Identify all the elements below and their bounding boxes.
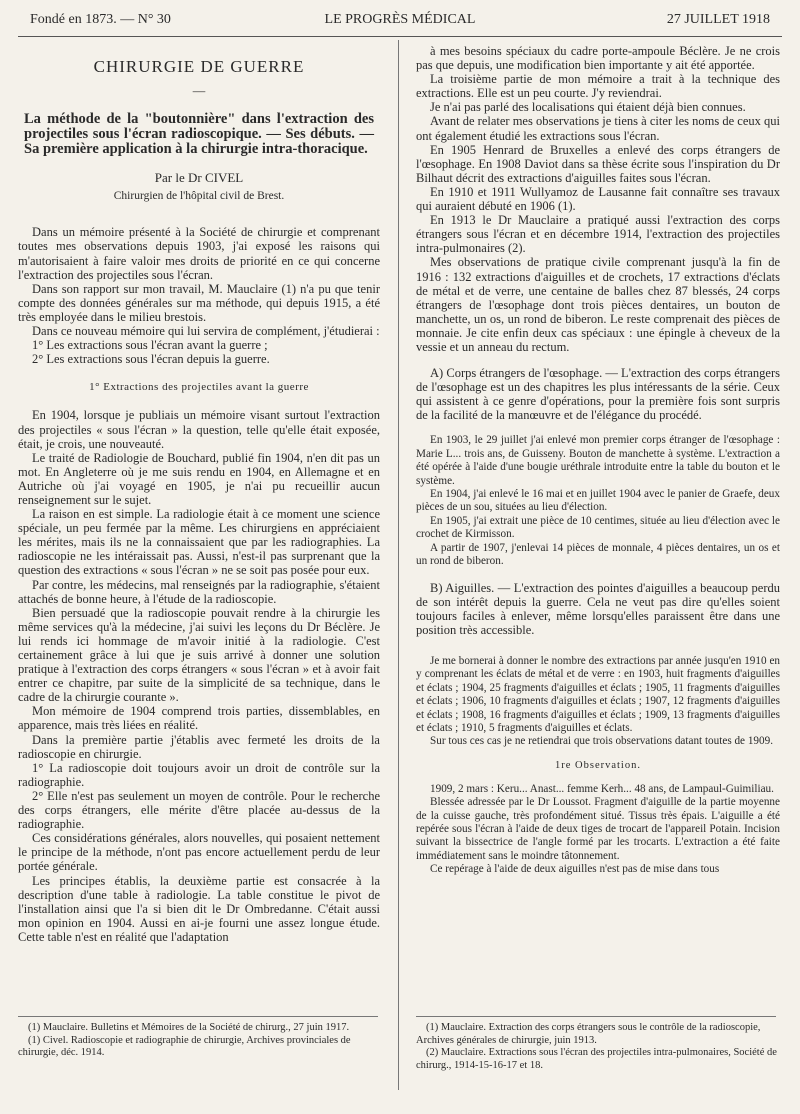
paragraph: La raison en est simple. La radiologie était à ce moment une science spéciale, un peu fermée par la même. Les chirurgiens en appréciaient les mérites, mais ils ne la connaissaient que par les radiographies. La radioscopie ne les intéraissait pas. Aussi, n'est-il pas surprenant que la question des extractions « sous l'écran » ne se soit pas posée pour eux.	[18, 507, 380, 578]
footnotes-left	[18, 1022, 380, 1060]
paragraph: Les principes établis, la deuxième partie est consacrée à la description d'une table à radiologie. La table constitue le pivot de l'installation ainsi que l'a si bien dit le Dr Ombredanne. C'était aussi mon opinion en 1904. Aussi en ai-je fourni une assez longue étude. Cette table n'est en réalité que l'adaptation	[18, 873, 380, 944]
paragraph: Dans un mémoire présenté à la Société de chirurgie et comprenant toutes mes observations depuis 1903, j'ai exposé les raisons qui m'autorisaient à faire valoir mes droits de priorité en ce qui concerne l'extraction des projectiles sous l'écran.	[18, 225, 380, 282]
paragraph: La troisième partie de mon mémoire a trait à la technique des extractions. Elle est un peu courte. J'y reviendrai.	[416, 72, 780, 101]
paragraph: à mes besoins spéciaux du cadre porte-ampoule Béclère. Je ne crois pas que depuis, une modification bien importante y ait été apportée.	[416, 44, 780, 73]
list-item: 2° Les extractions sous l'écran depuis la guerre.	[32, 352, 270, 367]
paragraph: En 1905 Henrard de Bruxelles a enlevé des corps étrangers de l'œsophage. En 1908 Daviot dans sa thèse écrite sous l'inspiration du Dr Bilhaut décrit des extractions d'aiguilles faites sous l'écran.	[416, 142, 780, 185]
footnote: (1) Mauclaire. Extraction des corps étrangers sous le contrôle de la radioscopie, Archives générales de chirurgie, juin 1913.	[416, 1022, 761, 1046]
column-divider	[398, 40, 399, 1090]
paragraph: Avant de relater mes observations je tiens à citer les noms de ceux qui ont également étudié les extractions sous l'écran.	[416, 114, 780, 143]
left-column	[18, 57, 380, 944]
right-column	[416, 44, 780, 877]
title-dash: —	[192, 84, 206, 99]
paragraph: Par contre, les médecins, mal renseignés par la radiographie, s'étaient attachés de bonne heure, à l'étude de la radioscopie.	[18, 577, 380, 606]
footnotes-right	[416, 1022, 780, 1072]
journal-title: LE PROGRÈS MÉDICAL	[324, 12, 476, 27]
case-paragraph: En 1904, j'ai enlevé le 16 mai et en juillet 1904 avec le panier de Graefe, deux pièces de un sou, situées au lieu d'élection.	[416, 488, 780, 514]
observation-paragraph: Blessée adressée par le Dr Loussot. Fragment d'aiguille de la partie moyenne de la cuisse gauche, très profondément situé. Tissus très épais. L'aiguille a été repérée sous l'écran à l'aide de deux tiges de trocart de l'appareil Potain. Incision suivant la bissectrice de l'angle formé par les trocarts. L'extraction a été faite immédiatement sans le moindre tâtonnement.	[416, 796, 780, 862]
case-paragraph: A partir de 1907, j'enlevai 14 pièces de monnale, 4 pièces dentaires, un os et un rond de biberon.	[416, 541, 780, 568]
byline: Par le Dr CIVEL	[154, 170, 244, 186]
paragraph: Ces considérations générales, alors nouvelles, qui posaient nettement le principe de la méthode, n'ont pas encore actuellement perdu de leur portée générale.	[18, 831, 380, 874]
paragraph: Dans la première partie j'établis avec fermeté les droits de la radioscopie en chirurgie.	[18, 732, 380, 761]
paragraph: En 1910 et 1911 Wullyamoz de Lausanne fait connaître ses travaux qui auraient débuté en 1906 (1).	[416, 184, 780, 214]
footnote: (2) Mauclaire. Extractions sous l'écran des projectiles intra-pulmonaires, Société de chirurg., 1914-15-16-17 et 18.	[416, 1047, 777, 1071]
section-title: CHIRURGIE DE GUERRE	[93, 57, 305, 76]
observation-paragraph: Ce repérage à l'aide de deux aiguilles n'est pas de mise dans tous	[430, 863, 720, 876]
section-b: B) Aiguilles. — L'extraction des pointes d'aiguilles a beaucoup perdu de son intérêt depuis la guerre. Cela ne veut pas dire qu'elles soient toujours faciles à enlever, même lorsqu'elles paraissent être dans une position très accessible.	[416, 580, 780, 637]
header-date: 27 JUILLET 1918	[666, 12, 770, 27]
case-paragraph: En 1905, j'ai extrait une pièce de 10 centimes, située au lieu d'élection avec le crochet de Kirmisson.	[416, 514, 780, 541]
case-paragraph: Sur tous ces cas je ne retiendrai que trois observations datant toutes de 1909.	[430, 735, 773, 748]
case-paragraph: Je me bornerai à donner le nombre des extractions par année jusqu'en 1910 en y comprenant les éclats de métal et de verre : en 1903, huit fragments d'aiguilles et éclats ; 1904, 25 fragments d'aiguilles et éclats ; 1905, 11 fragments d'aiguilles et éclats ; 1906, 10 fragments d'aiguilles et éclats ; 1907, 12 fragments d'aiguilles et éclats ; 1908, 16 fragments d'aiguilles et éclats ; 1909, 13 fragments d'aiguilles et éclats ; 1910, 5 fragments d'aiguilles et éclats.	[416, 654, 780, 734]
footnote: (1) Civel. Radioscopie et radiographie de chirurgie, Archives provinciales de chirurgie, déc. 1914.	[18, 1034, 351, 1058]
header-left: Fondé en 1873. — N° 30	[30, 12, 171, 27]
section-heading: 1° Extractions des projectiles avant la guerre	[89, 381, 309, 394]
paragraph: 2° Elle n'est pas seulement un moyen de contrôle. Pour le recherche des corps étrangers, elle mérite d'être placée au-dessus de la radiographie.	[18, 788, 380, 832]
paragraph: Dans ce nouveau mémoire qui lui servira de complément, j'étudierai :	[32, 324, 380, 339]
page-header	[30, 8, 770, 34]
paragraph: Mon mémoire de 1904 comprend trois parties, dissemblables, en apparence, mais très liées en réalité.	[18, 704, 380, 733]
paragraph: Je n'ai pas parlé des localisations qui étaient déjà bien connues.	[430, 100, 746, 115]
section-a: A) Corps étrangers de l'œsophage. — L'extraction des corps étrangers de l'œsophage est un des chapitres les plus intéressants de la série. Ceux qui assistent à ce genre d'opérations, pour la première fois sont surpris de la facilité de la manœuvre et de l'élégance du procédé.	[416, 366, 780, 423]
paragraph: Dans son rapport sur mon travail, M. Mauclaire (1) n'a pu que tenir compte des données générales sur ma méthode, qui depuis 1915, a été très employée dans le milieu brestois.	[18, 281, 380, 324]
list-item: 1° Les extractions sous l'écran avant la guerre ;	[32, 338, 268, 353]
observation-paragraph: 1909, 2 mars : Keru... Anast... femme Kerh... 48 ans, de Lampaul-Guimiliau.	[430, 782, 774, 795]
footnote-rule-left	[18, 1016, 378, 1017]
paragraph: En 1913 le Dr Mauclaire a pratiqué aussi l'extraction des corps étrangers sous l'écran et en décembre 1914, l'extraction des projectiles intra-pulmonaires (2).	[416, 213, 780, 256]
paragraph: En 1904, lorsque je publiais un mémoire visant surtout l'extraction des projectiles « sous l'écran » la question, telle qu'elle était exposée, était, je crois, une nouveauté.	[18, 408, 380, 451]
header-rule	[18, 36, 782, 37]
case-paragraph: En 1903, le 29 juillet j'ai enlevé mon premier corps étranger de l'œsophage : Marie L... trois ans, de Guisseny. Bouton de manchette à système. L'extraction a été opérée à l'aide d'une bougie uréthrale introduite entre la table du bouton et le système.	[416, 434, 780, 487]
footnote: (1) Mauclaire. Bulletins et Mémoires de la Société de chirurg., 27 juin 1917.	[28, 1022, 350, 1033]
footnote-rule-right	[416, 1016, 776, 1017]
observation-heading: 1re Observation.	[555, 759, 641, 771]
paragraph: 1° La radioscopie doit toujours avoir un droit de contrôle sur la radiographie.	[18, 760, 380, 789]
paragraph: Mes observations de pratique civile comprenant jusqu'à la fin de 1916 : 132 extractions d'aiguilles et de crochets, 17 extractions d'éclats de métal et de verre, une centaine de balles chez 87 blessés, 24 corps étrangers de l'œsophage dont trois pièces dentaires, un bouton de manchette, un os, un rond de biberon. Le reste comprenait des pièces de monnaie. Je cite enfin deux cas spéciaux : une épingle à cheveux de la vessie et un anneau du rectum.	[416, 255, 780, 354]
article-subtitle: La méthode de la "boutonnière" dans l'extraction des projectiles sous l'écran radioscopique. — Ses débuts. — Sa première application à la chirurgie intra-thoracique.	[24, 111, 374, 158]
paragraph: Bien persuadé que la radioscopie pouvait rendre à la chirurgie les même services qu'à la médecine, j'ai suivi les leçons du Dr Béclère. Je lui rends ici hommage de m'avoir initié à la radiologie. C'est certainement grâce à lui que je suis arrivé à donner une solution pratique à l'extraction des corps étrangers « sous l'écran » et à avoir fait entrer ce chapitre, par suite de la simplicité de sa technique, dans le cadre de la chirurgie courante ».	[18, 605, 380, 705]
affiliation: Chirurgien de l'hôpital civil de Brest.	[113, 190, 285, 203]
paragraph: Le traité de Radiologie de Bouchard, publié fin 1904, n'en dit pas un mot. En Angleterre où je me suis rendu en 1904, en Allemagne et en Autriche où j'ai voyagé en 1905, je n'ai pu recueillir aucun renseignement sur le sujet.	[18, 450, 380, 507]
